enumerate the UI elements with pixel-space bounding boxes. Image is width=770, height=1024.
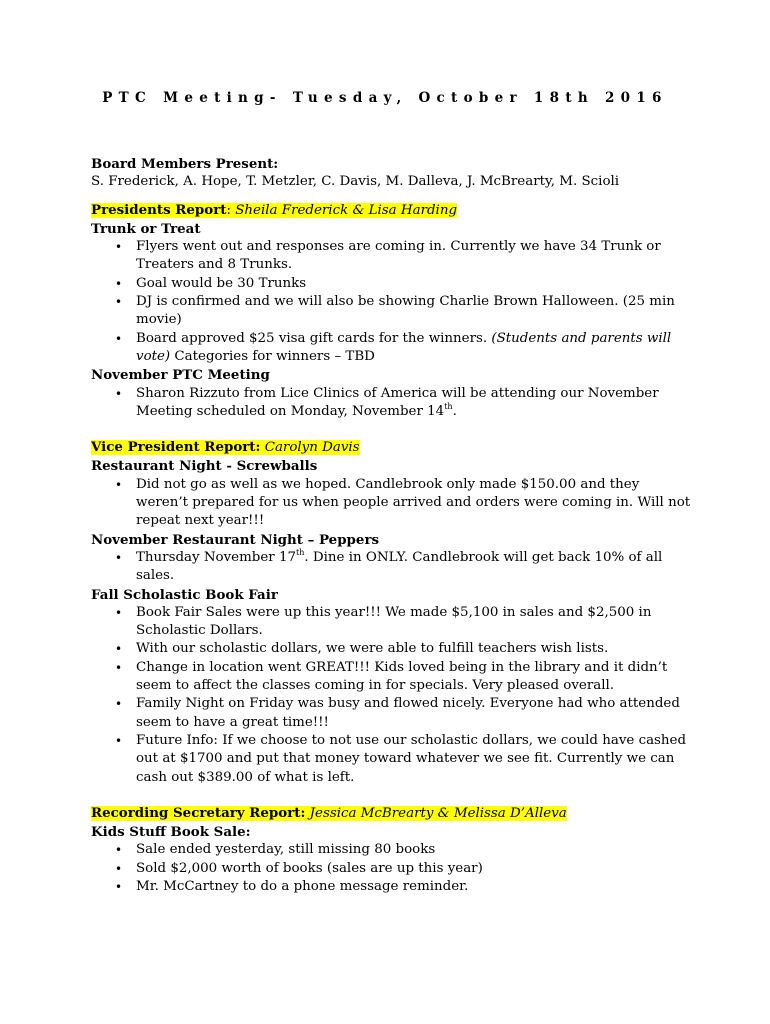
kids-stuff-heading: Kids Stuff Book Sale:: [91, 824, 251, 841]
list-item: • Goal would be 30 Trunks: [91, 275, 691, 293]
gift-tail: Categories for winners – TBD: [170, 348, 375, 364]
kids-stuff-list: [91, 841, 691, 896]
nov-restaurant-heading: November Restaurant Night – Peppers: [91, 531, 380, 548]
list-item: • Book Fair Sales were up this year!!! We made $5,100 in sales and $2,500 in Scholastic Dollars.: [91, 604, 691, 641]
nov-restaurant-list: [91, 549, 691, 586]
board-heading: Board Members Present:: [91, 156, 279, 172]
list-item: [91, 330, 691, 367]
list-item: [91, 549, 691, 586]
recording-names: Jessica McBrearty & Melissa D’Alleva: [305, 805, 567, 821]
list-item: • Sold $2,000 worth of books (sales are up this year): [91, 860, 691, 878]
list-item: • With our scholastic dollars, we were able to fulfill teachers wish lists.: [91, 640, 691, 658]
book-fair-list: [91, 604, 691, 787]
recording-heading: Recording Secretary Report:: [91, 804, 306, 821]
vice-heading-line: [91, 438, 691, 457]
list-item: • Did not go as well as we hoped. Candlebrook only made $150.00 and they weren’t prepared for us when people arrived and orders were coming in. Will not repeat next year!!!: [91, 476, 691, 531]
presidents-heading: Presidents Report: [91, 201, 227, 218]
document-title: PTC Meeting- Tuesday, October 18th 2016: [102, 90, 668, 106]
nov-ptc-sup: th: [444, 401, 453, 411]
list-item: [91, 385, 691, 422]
nov-ptc-heading: November PTC Meeting: [91, 367, 270, 384]
nov-rest-tail: . Dine in ONLY. Candlebrook will get back 10% of all sales.: [136, 549, 663, 584]
list-item: • Change in location went GREAT!!! Kids loved being in the library and it didn’t seem to affect the classes coming in for specials. Very pleased overall.: [91, 659, 691, 696]
board-section: [91, 155, 691, 192]
presidents-heading-line: [91, 201, 691, 220]
nov-rest-text: Thursday November 17: [136, 549, 296, 565]
gift-italic: (Students and parents will vote): [136, 330, 672, 364]
restaurant-heading: Restaurant Night - Screwballs: [91, 458, 318, 475]
presidents-section: [91, 201, 691, 422]
restaurant-list: [91, 476, 691, 531]
nov-ptc-text: Sharon Rizzuto from Lice Clinics of America will be attending our November Meeting scheduled on Monday, November 14: [136, 385, 659, 419]
nov-ptc-list: [91, 385, 691, 422]
vice-names: Carolyn Davis: [260, 440, 360, 456]
document-body: [91, 155, 691, 896]
recording-heading-line: [91, 804, 691, 823]
book-fair-heading: Fall Scholastic Book Fair: [91, 586, 278, 603]
recording-section: [91, 804, 691, 896]
presidents-names: Sheila Frederick & Lisa Harding: [235, 202, 458, 218]
nov-ptc-tail: .: [452, 403, 457, 419]
vice-section: [91, 438, 691, 787]
gift-text: Board approved $25 visa gift cards for the winners.: [136, 330, 492, 346]
trunk-heading: Trunk or Treat: [91, 220, 201, 237]
presidents-sep: :: [226, 202, 236, 218]
list-item: • Mr. McCartney to do a phone message reminder.: [91, 878, 691, 896]
board-members: S. Frederick, A. Hope, T. Metzler, C. Davis, M. Dalleva, J. McBrearty, M. Scioli: [91, 174, 620, 190]
list-item: • Sale ended yesterday, still missing 80 books: [91, 841, 691, 859]
list-item: • Future Info: If we choose to not use our scholastic dollars, we could have cashed out at $1700 and put that money toward whatever we see fit. Currently we can cash out $389.00 of what is left.: [91, 732, 691, 787]
nov-rest-sup: th: [296, 547, 305, 557]
list-item: • DJ is confirmed and we will also be showing Charlie Brown Halloween. (25 min movie): [91, 293, 691, 330]
list-item: • Flyers went out and responses are coming in. Currently we have 34 Trunk or Treaters and 8 Trunks.: [91, 238, 691, 275]
vice-heading: Vice President Report:: [91, 439, 261, 456]
trunk-list: [91, 238, 691, 366]
list-item: • Family Night on Friday was busy and flowed nicely. Everyone had who attended seem to have a great time!!!: [91, 695, 691, 732]
